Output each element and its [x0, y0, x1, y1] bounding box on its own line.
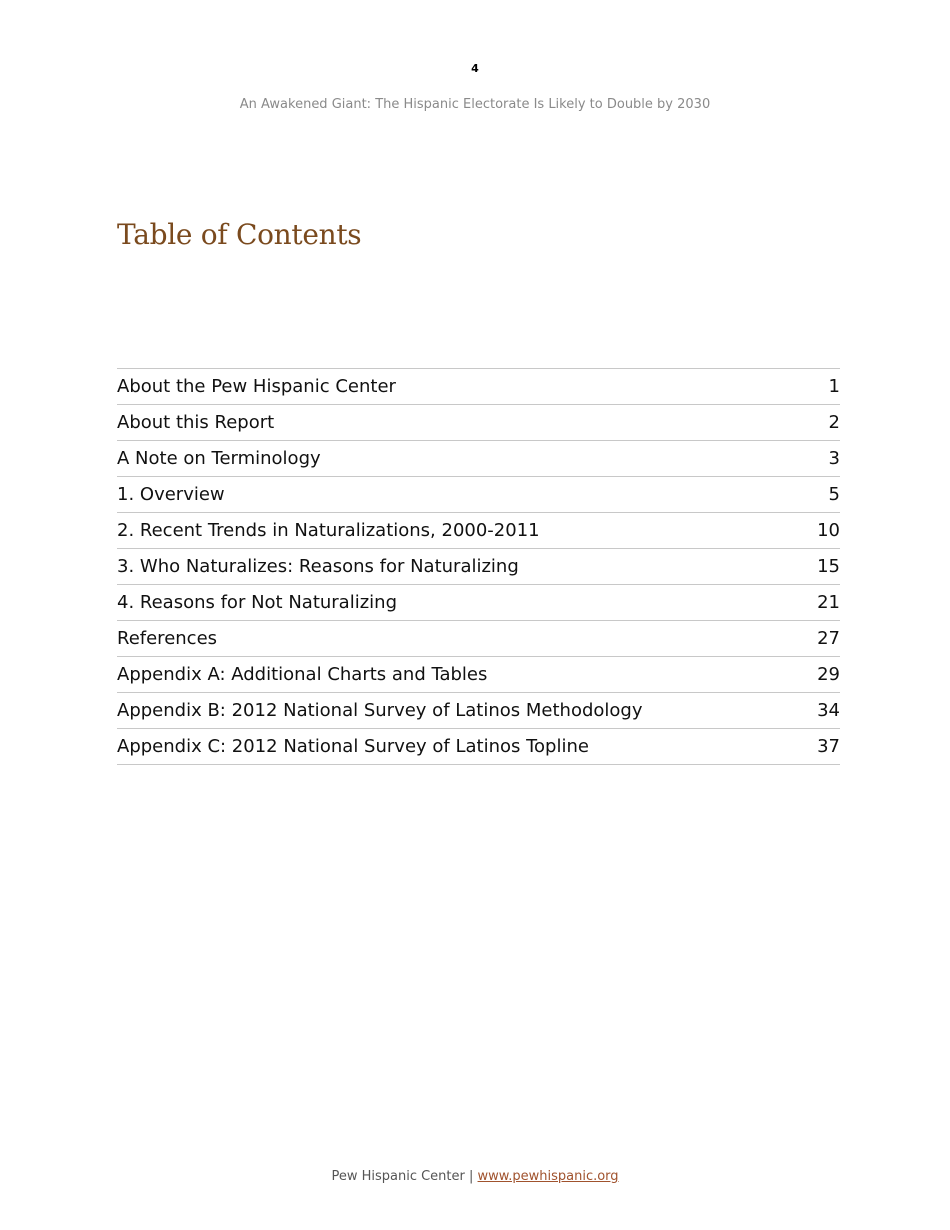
toc-entry-page: 5	[828, 484, 840, 505]
toc-entry[interactable]	[117, 441, 840, 477]
toc-entry-label: Appendix A: Additional Charts and Tables	[117, 664, 488, 685]
footer-organization: Pew Hispanic Center	[331, 1169, 465, 1184]
toc-entry[interactable]	[117, 549, 840, 585]
footer-separator: |	[469, 1169, 474, 1184]
toc-entry[interactable]	[117, 621, 840, 657]
toc-entry-page: 21	[817, 592, 840, 613]
toc-entry[interactable]	[117, 729, 840, 765]
footer-website-link[interactable]: www.pewhispanic.org	[477, 1169, 619, 1184]
toc-entry-page: 1	[828, 376, 840, 397]
toc-list	[117, 368, 840, 765]
toc-entry[interactable]	[117, 693, 840, 729]
toc-title: Table of Contents	[117, 218, 362, 251]
toc-entry-page: 2	[828, 412, 840, 433]
toc-entry[interactable]	[117, 657, 840, 693]
toc-entry[interactable]	[117, 477, 840, 513]
toc-entry[interactable]	[117, 369, 840, 405]
toc-entry-page: 15	[817, 556, 840, 577]
toc-entry-label: About this Report	[117, 412, 275, 433]
toc-entry-label: Appendix C: 2012 National Survey of Latinos Topline	[117, 736, 589, 757]
toc-entry-label: 1. Overview	[117, 484, 225, 505]
toc-entry-label: 4. Reasons for Not Naturalizing	[117, 592, 398, 613]
toc-entry-label: About the Pew Hispanic Center	[117, 376, 396, 397]
toc-entry-page: 29	[817, 664, 840, 685]
toc-entry-page: 10	[817, 520, 840, 541]
toc-entry-label: Appendix B: 2012 National Survey of Latinos Methodology	[117, 700, 643, 721]
toc-entry-page: 34	[817, 700, 840, 721]
toc-entry-label: References	[117, 628, 218, 649]
page-footer	[0, 1169, 950, 1184]
toc-entry-label: 3. Who Naturalizes: Reasons for Naturalizing	[117, 556, 519, 577]
toc-entry-page: 27	[817, 628, 840, 649]
page-number: 4	[471, 62, 479, 75]
toc-entry-page: 3	[828, 448, 840, 469]
toc-entry[interactable]	[117, 585, 840, 621]
toc-entry[interactable]	[117, 405, 840, 441]
running-header: An Awakened Giant: The Hispanic Electorate Is Likely to Double by 2030	[239, 97, 711, 112]
toc-entry-page: 37	[817, 736, 840, 757]
toc-entry-label: 2. Recent Trends in Naturalizations, 2000-2011	[117, 520, 540, 541]
toc-entry-label: A Note on Terminology	[117, 448, 321, 469]
toc-entry[interactable]	[117, 513, 840, 549]
